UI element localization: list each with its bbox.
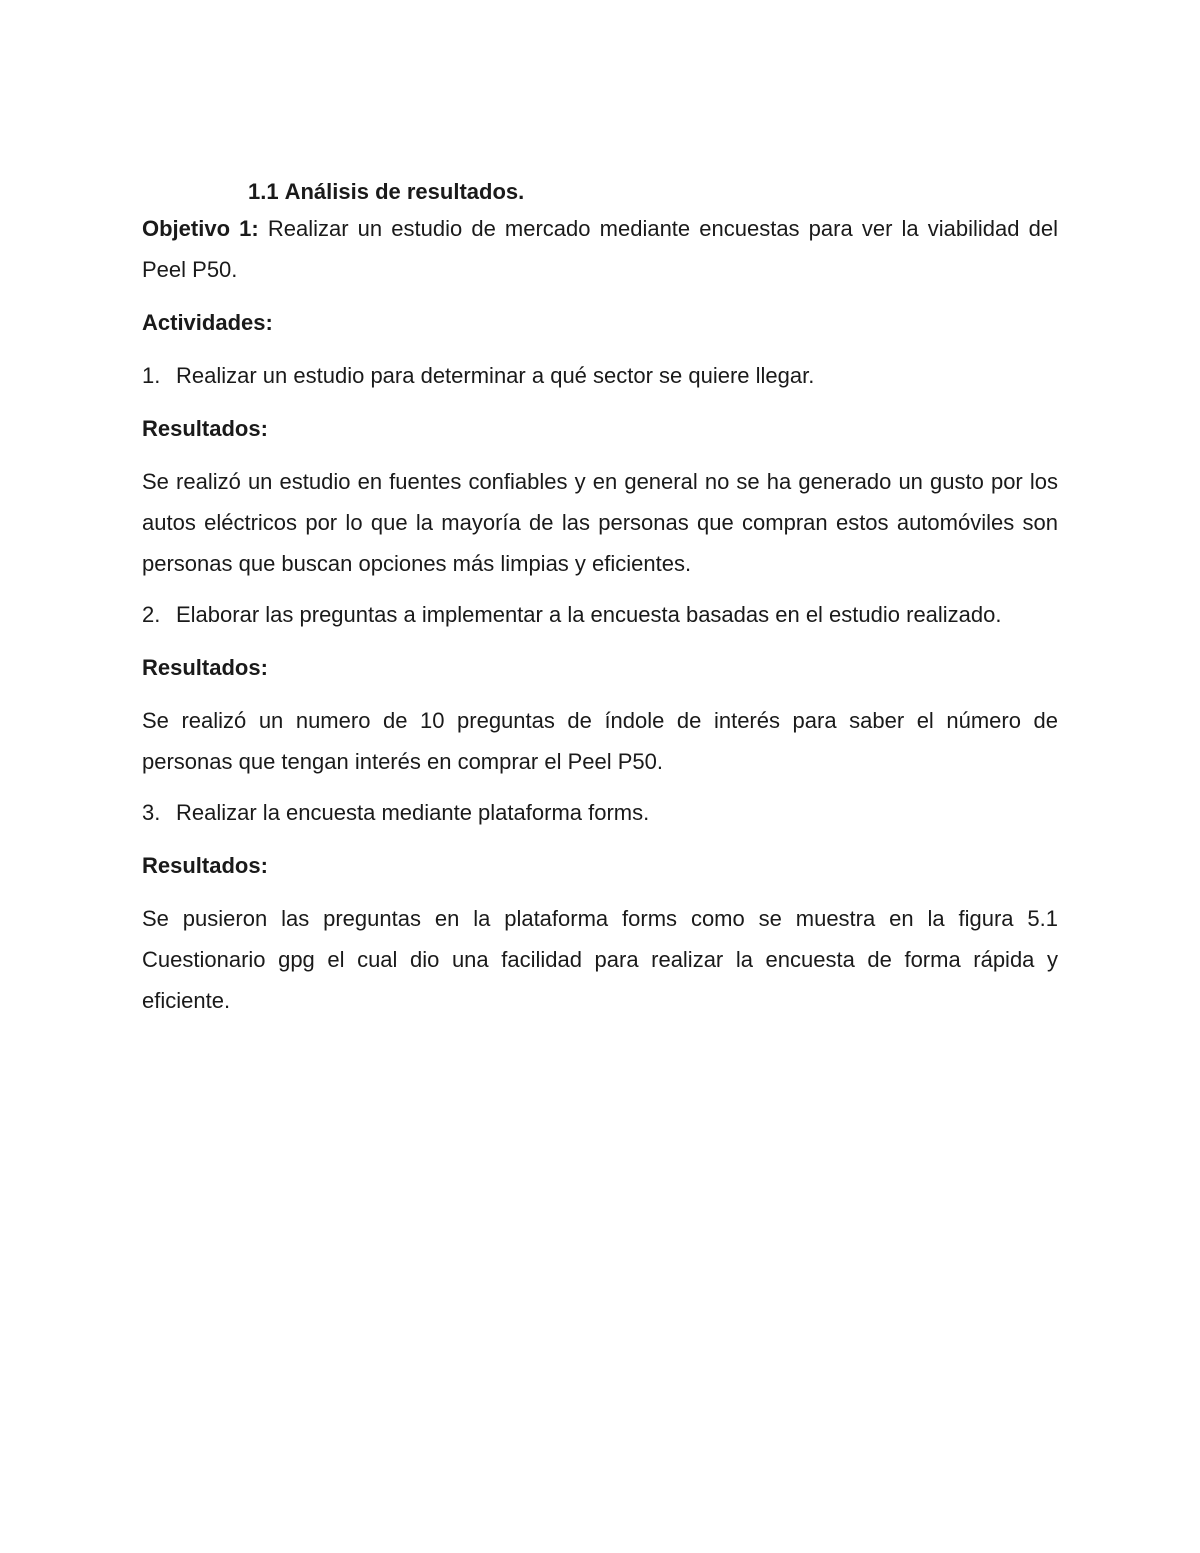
objective-label: Objetivo 1: (142, 216, 259, 241)
activity-item-1 (142, 355, 1058, 396)
section-number: 1.1 (248, 179, 279, 204)
results-text-3: Se pusieron las preguntas en la plataforma forms como se muestra en la figura 5.1 Cuestionario gpg el cual dio una facilidad para realizar la encuesta de forma rápida y eficiente. (142, 906, 1058, 1013)
objective-text: Realizar un estudio de mercado mediante encuestas para ver la viabilidad del Peel P50. (142, 216, 1058, 282)
objective-paragraph (142, 208, 1058, 290)
section-heading (142, 176, 1058, 208)
activities-label: Actividades: (142, 310, 273, 335)
activity-text: Realizar un estudio para determinar a qué sector se quiere llegar. (176, 363, 815, 388)
activity-text: Elaborar las preguntas a implementar a la encuesta basadas en el estudio realizado. (176, 602, 1002, 627)
section-title: Análisis de resultados. (284, 179, 525, 204)
activity-item-2 (142, 594, 1058, 635)
activity-marker: 3. (142, 800, 161, 825)
results-text-1: Se realizó un estudio en fuentes confiables y en general no se ha generado un gusto por los autos eléctricos por lo que la mayoría de las personas que compran estos automóviles son personas que buscan opciones más limpias y eficientes. (142, 469, 1058, 576)
activity-item-3 (142, 792, 1058, 833)
activity-text: Realizar la encuesta mediante plataforma forms. (176, 800, 650, 825)
activity-marker: 1. (142, 363, 161, 388)
document-page (142, 176, 1058, 1021)
results-label-2: Resultados: (142, 655, 268, 680)
results-label-3: Resultados: (142, 853, 268, 878)
results-label-1: Resultados: (142, 416, 268, 441)
activity-marker: 2. (142, 602, 161, 627)
results-text-2: Se realizó un numero de 10 preguntas de índole de interés para saber el número de personas que tengan interés en comprar el Peel P50. (142, 708, 1058, 774)
